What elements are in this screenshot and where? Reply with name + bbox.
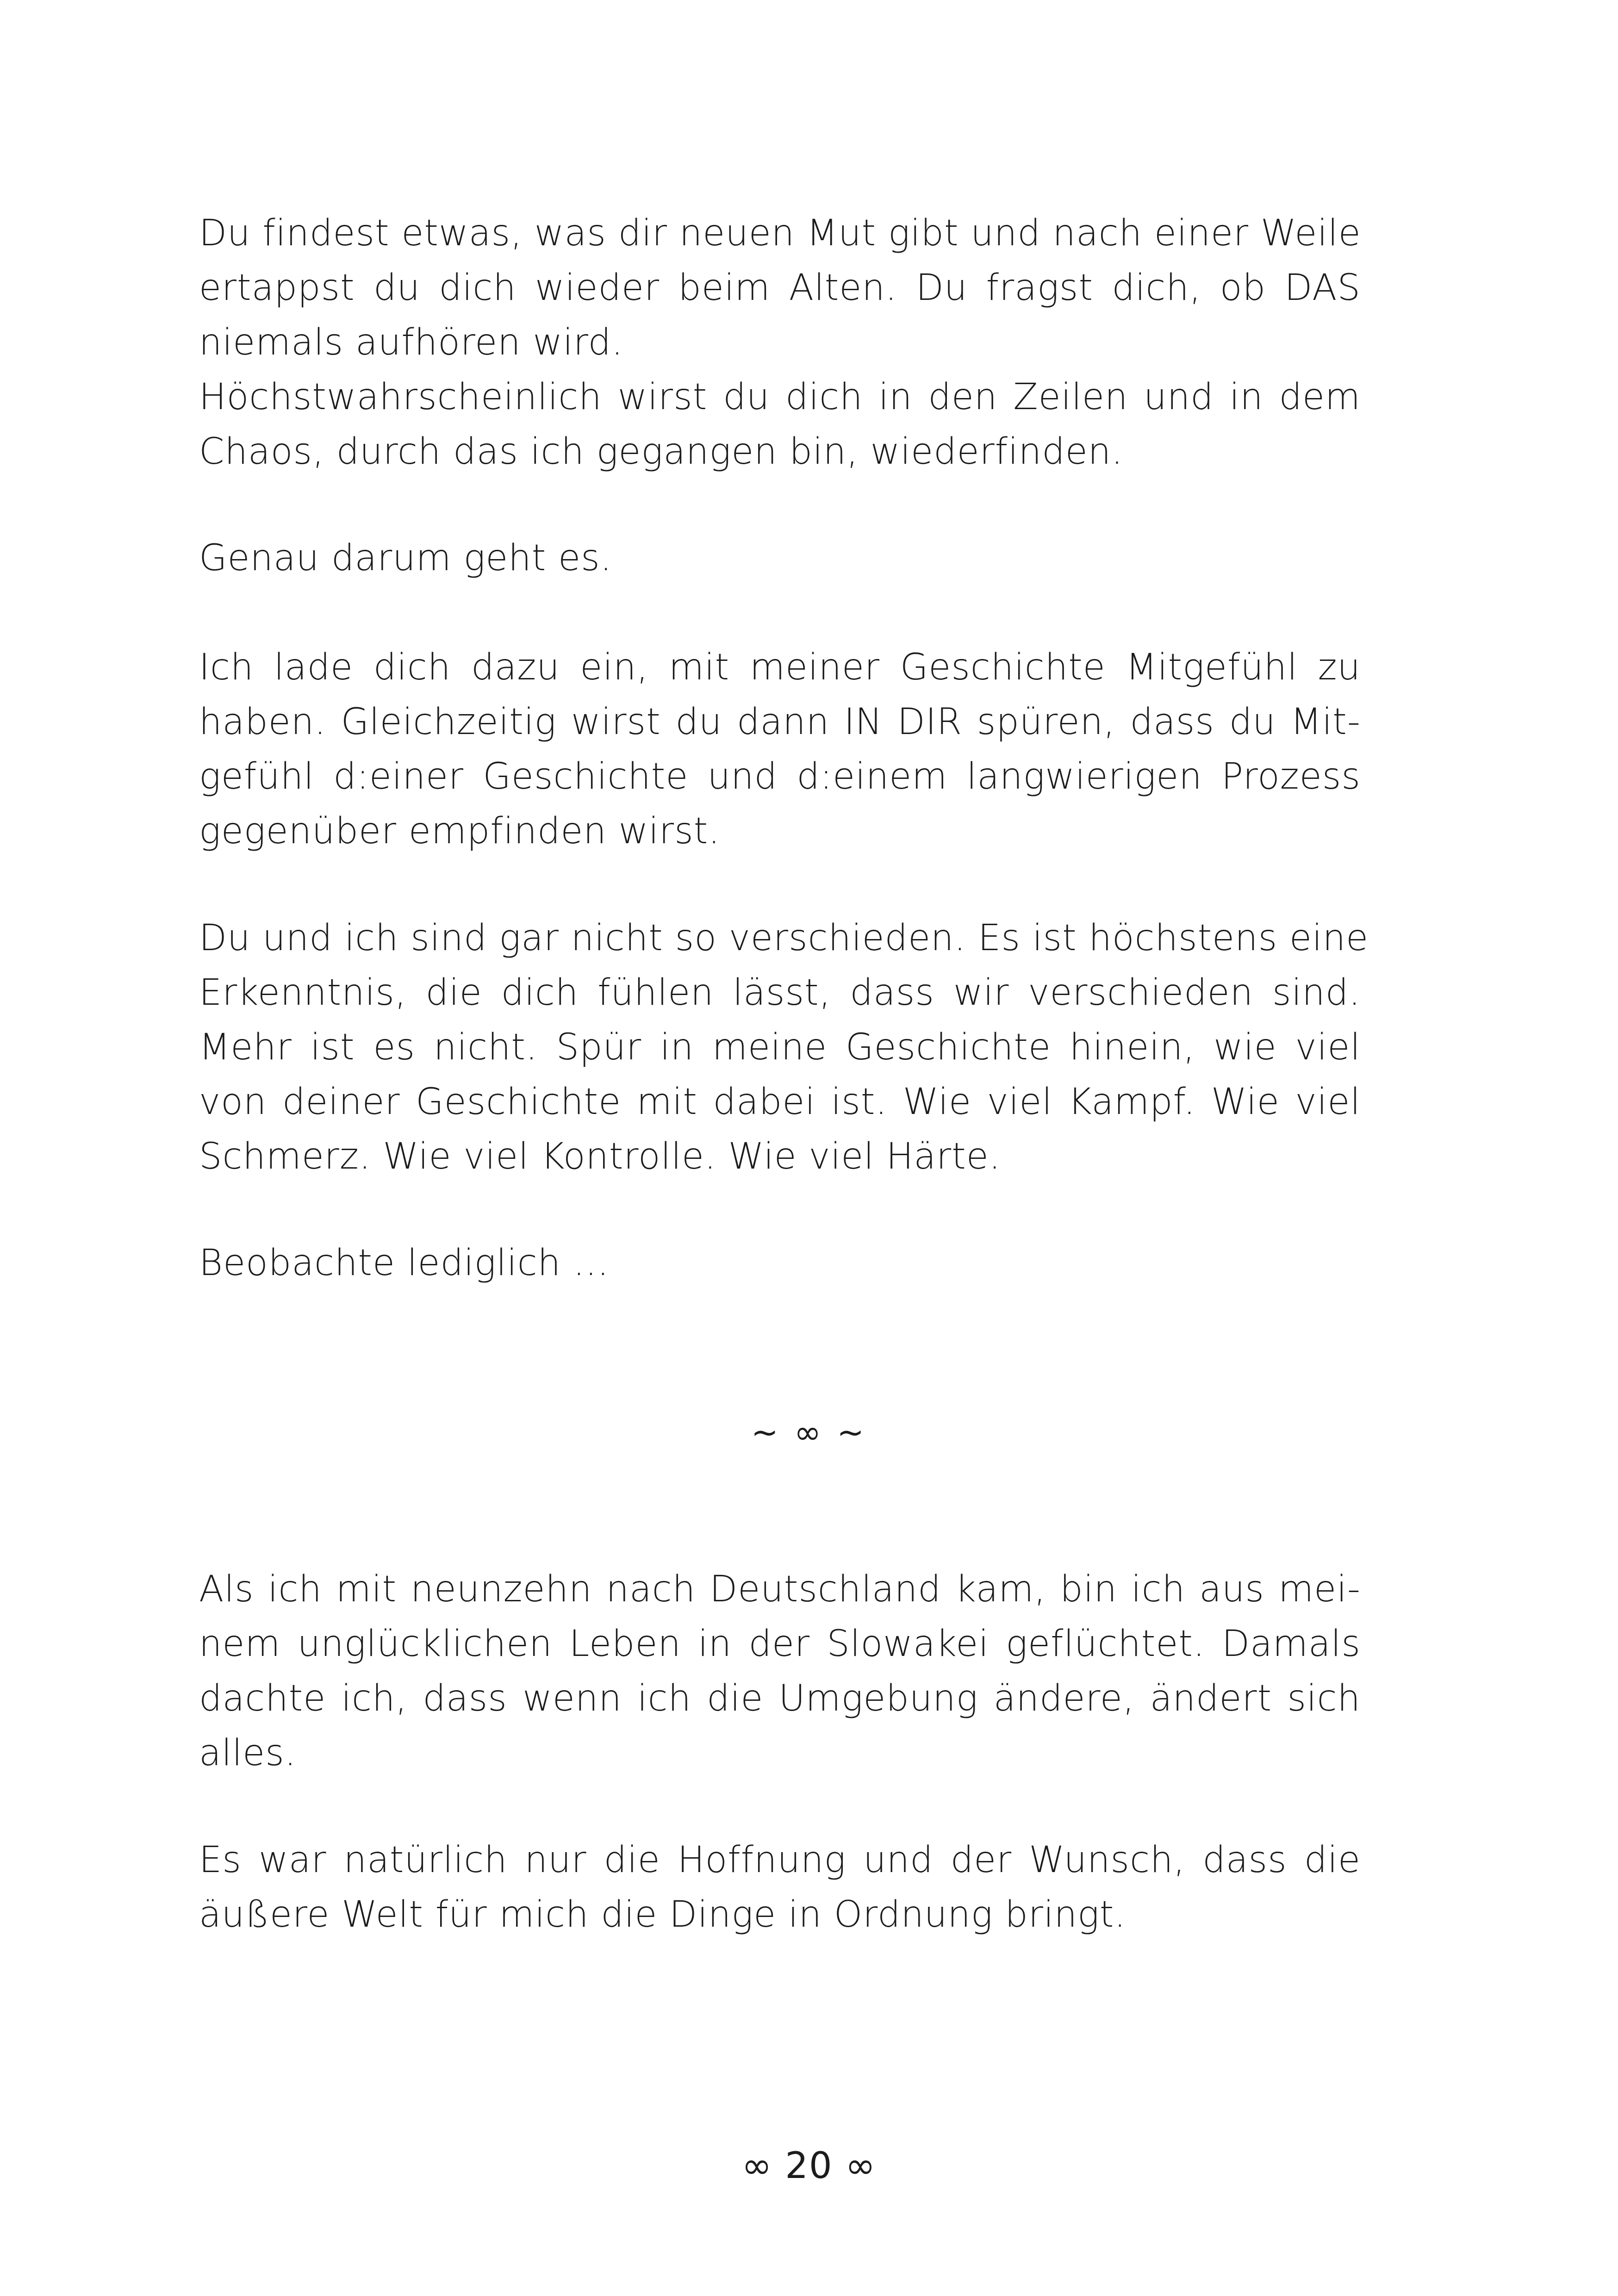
paragraph-line: Erkenntnis, die dich fühlen lässt, dass wir verschieden sind.	[199, 972, 1361, 1014]
paragraph-1	[199, 206, 1361, 479]
paragraph-line: Beobachte lediglich …	[199, 1242, 610, 1284]
paragraph-2	[199, 531, 1361, 585]
paragraph-line: Ich lade dich dazu ein, mit meiner Geschichte Mitgefühl zu	[199, 647, 1361, 688]
paragraph-5	[199, 1236, 1361, 1290]
paragraph-line: ertappst du dich wieder beim Alten. Du fragst dich, ob DAS	[199, 267, 1361, 309]
paragraph-line: Es war natürlich nur die Hoffnung und der Wunsch, dass die	[199, 1839, 1361, 1881]
paragraph-4	[199, 911, 1369, 1184]
paragraph-line: Du findest etwas, was dir neuen Mut gibt und nach einer Weile	[199, 212, 1361, 254]
paragraph-line: alles.	[199, 1732, 297, 1774]
paragraph-line: von deiner Geschichte mit dabei ist. Wie viel Kampf. Wie viel	[199, 1081, 1361, 1123]
paragraph-line: Mehr ist es nicht. Spür in meine Geschichte hinein, wie viel	[199, 1027, 1361, 1068]
paragraph-line: Du und ich sind gar nicht so verschieden. Es ist höchstens eine	[199, 917, 1369, 959]
paragraph-3	[199, 640, 1361, 859]
paragraph-line: niemals aufhören wird.	[199, 322, 623, 363]
paragraph-line: äußere Welt für mich die Dinge in Ordnung bringt.	[199, 1894, 1126, 1935]
paragraph-line: Als ich mit neunzehn nach Deutschland kam, bin ich aus mei-	[199, 1568, 1361, 1610]
page-number: ∞ 20 ∞	[741, 2145, 877, 2187]
paragraph-line: Höchstwahrscheinlich wirst du dich in den Zeilen und in dem	[199, 376, 1361, 418]
paragraph-line: dachte ich, dass wenn ich die Umgebung ändere, ändert sich	[199, 1678, 1361, 1719]
paragraph-line: nem unglücklichen Leben in der Slowakei geflüchtet. Damals	[199, 1623, 1361, 1665]
paragraph-line: gefühl d:einer Geschichte und d:einem langwierigen Prozess	[199, 756, 1361, 797]
paragraph-7	[199, 1833, 1361, 1942]
paragraph-line: haben. Gleichzeitig wirst du dann IN DIR spüren, dass du Mit-	[199, 701, 1361, 743]
paragraph-line: Genau darum geht es.	[199, 537, 612, 579]
paragraph-6	[199, 1562, 1361, 1780]
section-separator: ~ ∞ ~	[751, 1413, 867, 1451]
paragraph-line: gegenüber empfinden wirst.	[199, 810, 721, 852]
paragraph-line: Schmerz. Wie viel Kontrolle. Wie viel Härte.	[199, 1136, 1001, 1177]
paragraph-line: Chaos, durch das ich gegangen bin, wiederfinden.	[199, 431, 1123, 473]
